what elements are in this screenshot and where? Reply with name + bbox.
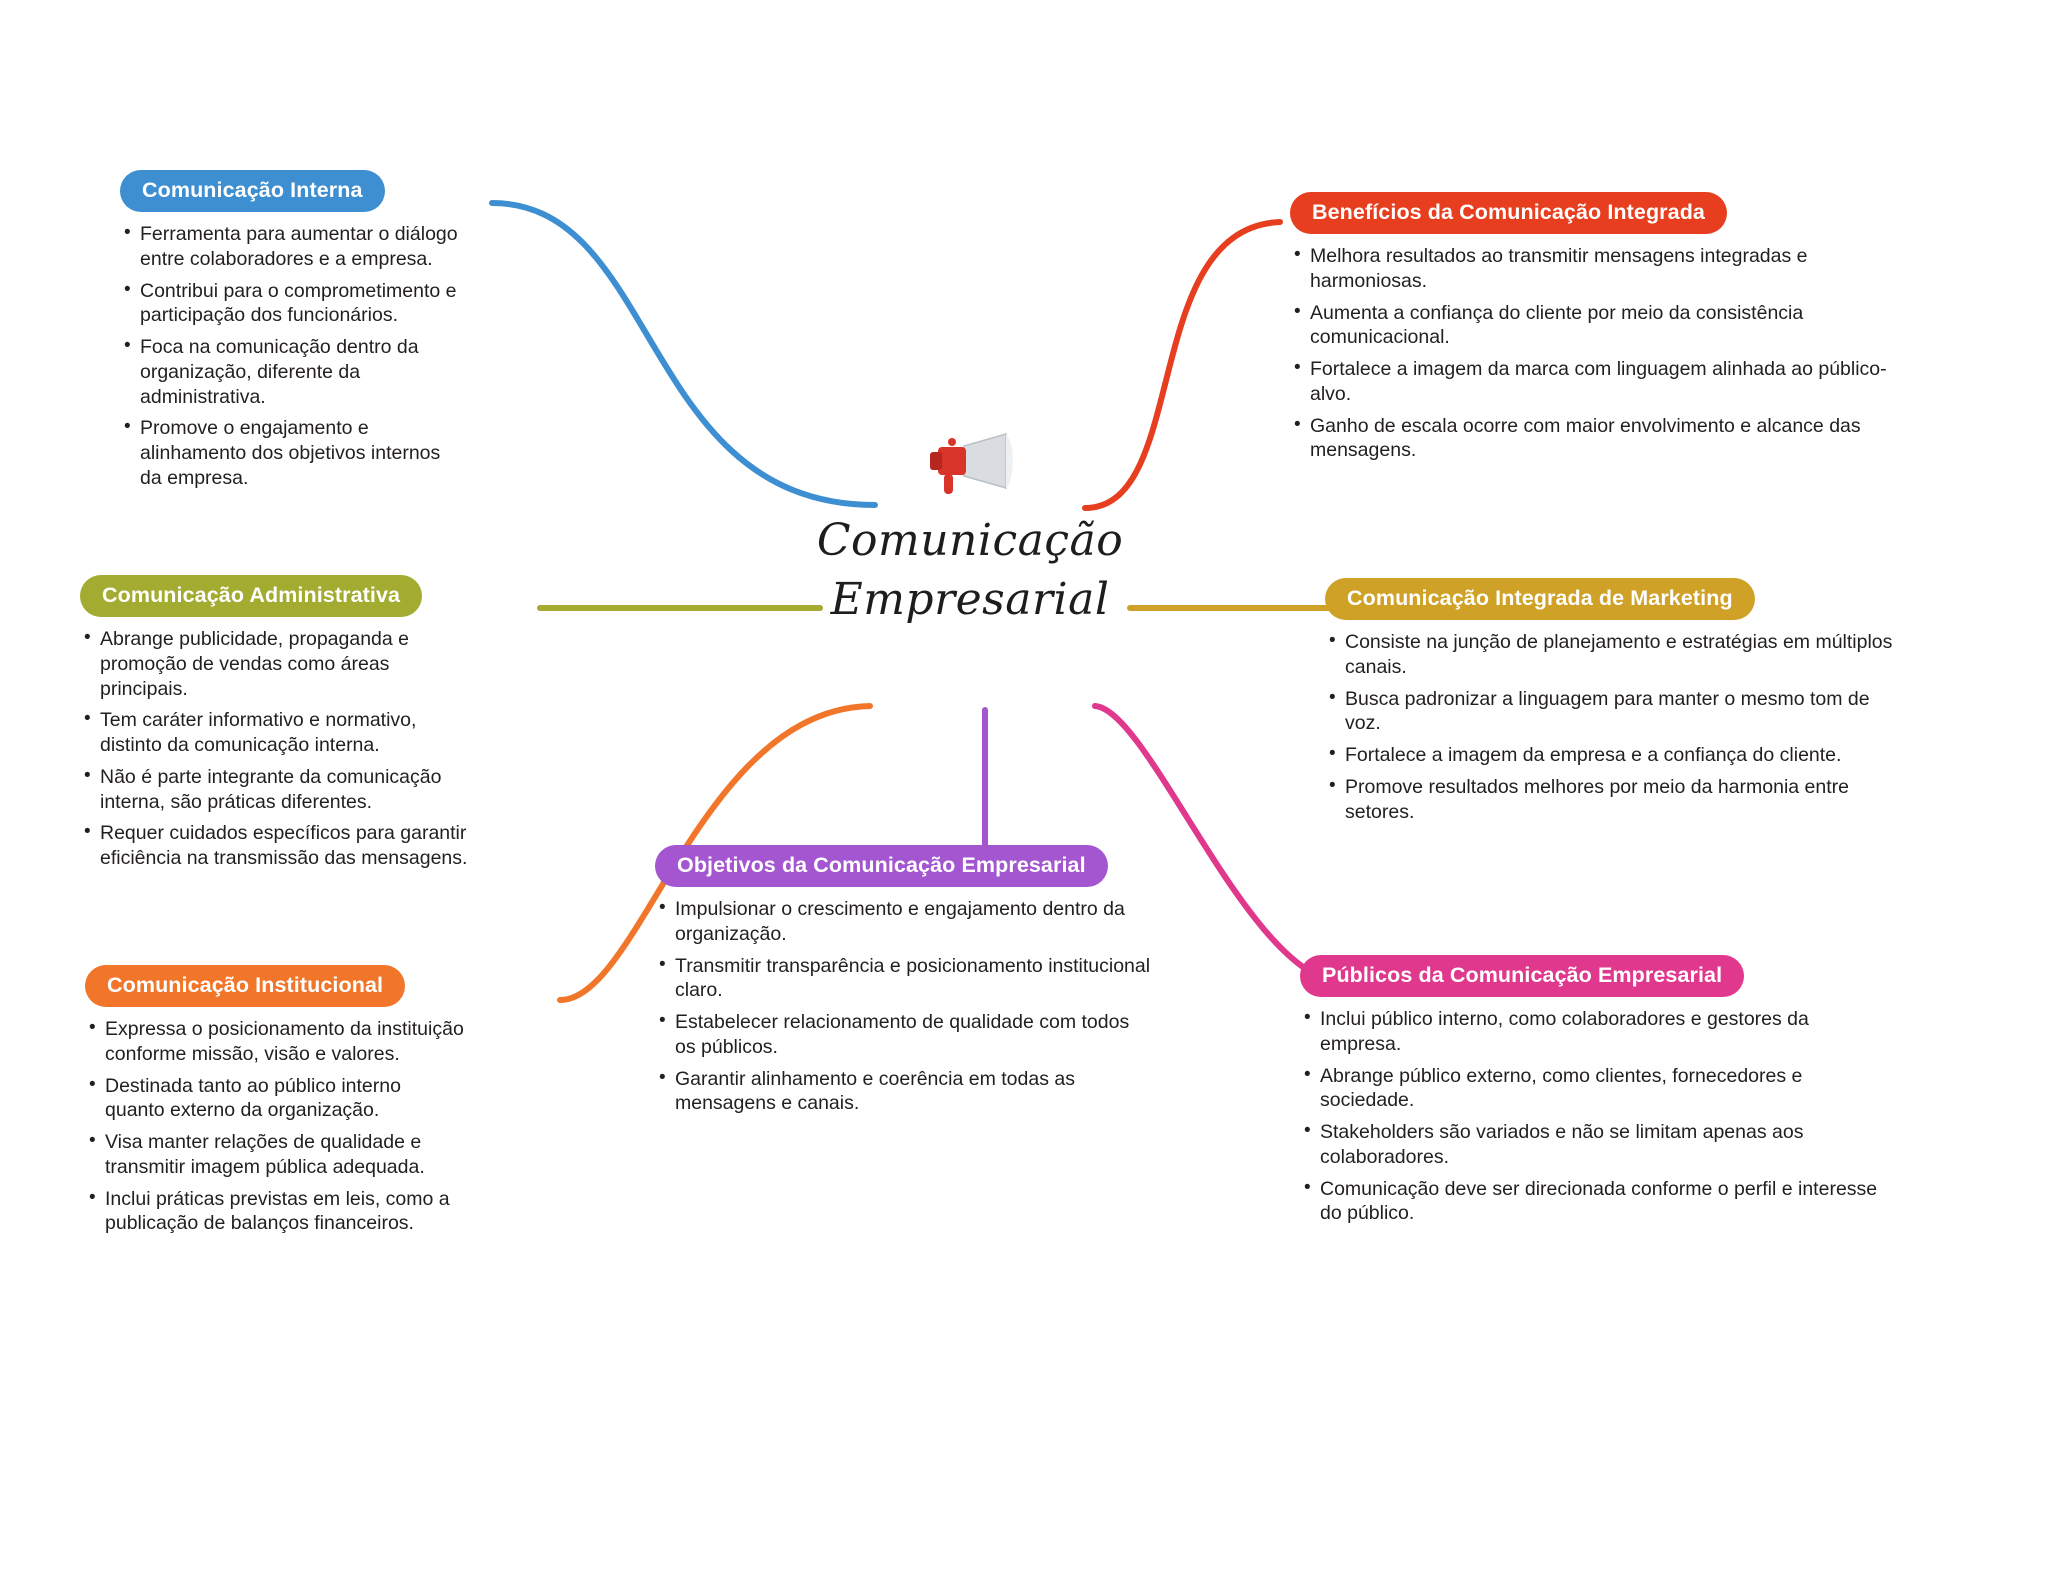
branch-publicos — [1300, 955, 1890, 1233]
list-item: • Ferramenta para aumentar o diálogo entre colaboradores e a empresa. — [120, 222, 460, 272]
list-item: • Não é parte integrante da comunicação interna, são práticas diferentes. — [80, 765, 470, 815]
list-item: • Abrange publicidade, propaganda e promoção de vendas como áreas principais. — [80, 627, 470, 701]
list-item: • Tem caráter informativo e normativo, distinto da comunicação interna. — [80, 708, 470, 758]
list-item: • Requer cuidados específicos para garantir eficiência na transmissão das mensagens. — [80, 821, 470, 871]
list-item: • Ganho de escala ocorre com maior envolvimento e alcance das mensagens. — [1290, 414, 1890, 464]
list-item: • Contribui para o comprometimento e participação dos funcionários. — [120, 279, 460, 329]
center-title-line1: Comunicação — [816, 515, 1124, 566]
branch-beneficios — [1290, 192, 1890, 470]
list-item: • Inclui práticas previstas em leis, como a publicação de balanços financeiros. — [85, 1187, 465, 1237]
branch-marketing — [1325, 578, 1895, 831]
list-item: • Promove resultados melhores por meio da harmonia entre setores. — [1325, 775, 1895, 825]
branch-items-publicos — [1300, 1007, 1890, 1226]
branch-label-objetivos[interactable]: Objetivos da Comunicação Empresarial — [655, 845, 1108, 887]
list-item: • Fortalece a imagem da empresa e a confiança do cliente. — [1325, 743, 1895, 768]
center-title-line2: Empresarial — [830, 574, 1110, 626]
list-item: • Abrange público externo, como clientes, fornecedores e sociedade. — [1300, 1064, 1890, 1114]
center-node — [760, 430, 1180, 630]
branch-interna — [120, 170, 460, 498]
branch-items-objetivos — [655, 897, 1155, 1116]
list-item: • Promove o engajamento e alinhamento dos objetivos internos da empresa. — [120, 416, 460, 490]
branch-items-beneficios — [1290, 244, 1890, 463]
branch-label-publicos[interactable]: Públicos da Comunicação Empresarial — [1300, 955, 1744, 997]
branch-label-beneficios[interactable]: Benefícios da Comunicação Integrada — [1290, 192, 1727, 234]
branch-items-institucional — [85, 1017, 465, 1236]
list-item: • Stakeholders são variados e não se limitam apenas aos colaboradores. — [1300, 1120, 1890, 1170]
branch-items-marketing — [1325, 630, 1895, 824]
list-item: • Inclui público interno, como colaboradores e gestores da empresa. — [1300, 1007, 1890, 1057]
branch-label-institucional[interactable]: Comunicação Institucional — [85, 965, 405, 1007]
list-item: • Impulsionar o crescimento e engajamento dentro da organização. — [655, 897, 1155, 947]
list-item: • Estabelecer relacionamento de qualidade com todos os públicos. — [655, 1010, 1155, 1060]
list-item: • Expressa o posicionamento da instituição conforme missão, visão e valores. — [85, 1017, 465, 1067]
list-item: • Aumenta a confiança do cliente por meio da consistência comunicacional. — [1290, 301, 1890, 351]
branch-label-marketing[interactable]: Comunicação Integrada de Marketing — [1325, 578, 1755, 620]
branch-items-interna — [120, 222, 460, 491]
list-item: • Destinada tanto ao público interno quanto externo da organização. — [85, 1074, 465, 1124]
list-item: • Comunicação deve ser direcionada conforme o perfil e interesse do público. — [1300, 1177, 1890, 1227]
list-item: • Busca padronizar a linguagem para manter o mesmo tom de voz. — [1325, 687, 1895, 737]
branch-objetivos — [655, 845, 1155, 1123]
list-item: • Foca na comunicação dentro da organização, diferente da administrativa. — [120, 335, 460, 409]
branch-label-interna[interactable]: Comunicação Interna — [120, 170, 385, 212]
center-title — [760, 511, 1180, 630]
list-item: • Transmitir transparência e posicionamento institucional claro. — [655, 954, 1155, 1004]
branch-administrativa — [80, 575, 470, 878]
list-item: • Fortalece a imagem da marca com linguagem alinhada ao público-alvo. — [1290, 357, 1890, 407]
list-item: • Visa manter relações de qualidade e transmitir imagem pública adequada. — [85, 1130, 465, 1180]
branch-label-administrativa[interactable]: Comunicação Administrativa — [80, 575, 422, 617]
list-item: • Melhora resultados ao transmitir mensagens integradas e harmoniosas. — [1290, 244, 1890, 294]
branch-institucional — [85, 965, 465, 1243]
branch-items-administrativa — [80, 627, 470, 871]
list-item: • Garantir alinhamento e coerência em todas as mensagens e canais. — [655, 1067, 1155, 1117]
megaphone-icon — [910, 430, 1030, 500]
list-item: • Consiste na junção de planejamento e estratégias em múltiplos canais. — [1325, 630, 1895, 680]
